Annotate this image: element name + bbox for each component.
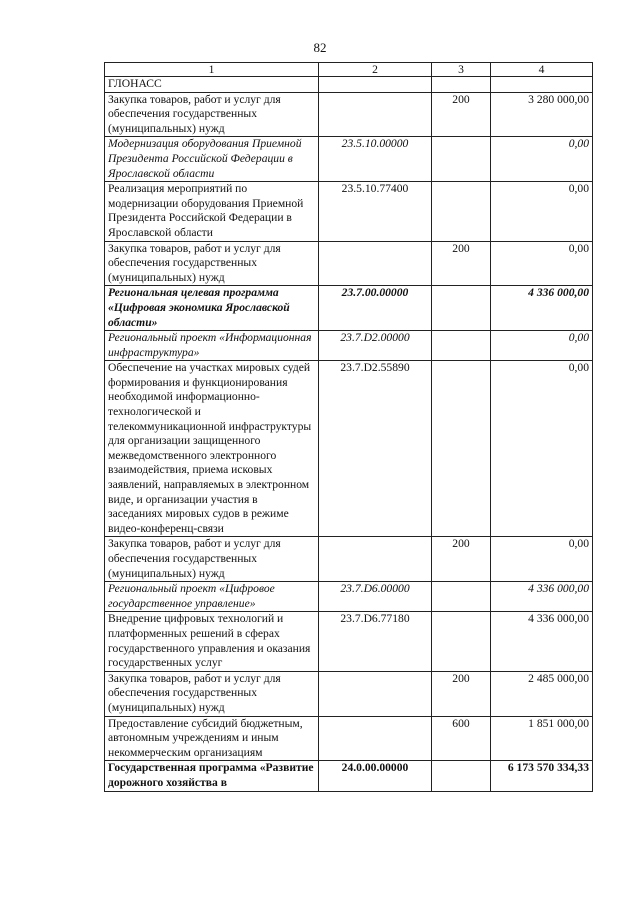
table-row — [105, 671, 593, 716]
row-code-cell: 23.7.D2.55890 — [319, 361, 432, 537]
row-amount-cell: 0,00 — [491, 182, 593, 241]
row-name-cell: Государственная программа «Развитие дорожного хозяйства в — [105, 761, 319, 791]
row-expense-type-cell — [432, 331, 491, 361]
row-code-cell — [319, 241, 432, 286]
row-name-cell: Закупка товаров, работ и услуг для обеспечения государственных (муниципальных) нужд — [105, 92, 319, 137]
row-name-cell: Предоставление субсидий бюджетным, автономным учреждениям и иным некоммерческим организациям — [105, 716, 319, 761]
row-amount-cell: 0,00 — [491, 331, 593, 361]
column-header-3: 3 — [432, 63, 491, 77]
row-amount-cell — [491, 77, 593, 93]
budget-table — [104, 62, 593, 792]
row-name-cell: Закупка товаров, работ и услуг для обеспечения государственных (муниципальных) нужд — [105, 671, 319, 716]
row-expense-type-cell: 200 — [432, 92, 491, 137]
row-code-cell — [319, 716, 432, 761]
row-code-cell: 23.5.10.00000 — [319, 137, 432, 182]
row-code-cell — [319, 92, 432, 137]
row-amount-cell: 2 485 000,00 — [491, 671, 593, 716]
row-amount-cell: 0,00 — [491, 361, 593, 537]
column-header-1: 1 — [105, 63, 319, 77]
table-header-row — [105, 63, 593, 77]
table-row — [105, 92, 593, 137]
row-code-cell: 23.5.10.77400 — [319, 182, 432, 241]
table-row — [105, 331, 593, 361]
row-name-cell: Региональный проект «Информационная инфраструктура» — [105, 331, 319, 361]
table-row — [105, 716, 593, 761]
row-amount-cell: 0,00 — [491, 137, 593, 182]
row-expense-type-cell — [432, 137, 491, 182]
row-amount-cell: 0,00 — [491, 537, 593, 582]
row-name-cell: Региональная целевая программа «Цифровая экономика Ярославской области» — [105, 286, 319, 331]
row-expense-type-cell: 200 — [432, 537, 491, 582]
table-row — [105, 361, 593, 537]
row-code-cell — [319, 77, 432, 93]
row-amount-cell: 4 336 000,00 — [491, 582, 593, 612]
row-expense-type-cell: 600 — [432, 716, 491, 761]
row-amount-cell: 3 280 000,00 — [491, 92, 593, 137]
page-number: 82 — [313, 40, 327, 55]
row-name-cell: Обеспечение на участках мировых судей формирования и функционирования необходимой информационно-технологической и телекоммуникационной инфраструктуры для организации защищенного межведомственного электронного взаимодействия, приема исковых заявлений, направляемых в электронном виде, и организации участия в заседаниях мировых судов в режиме видео-конференц-связи — [105, 361, 319, 537]
row-name-cell: Региональный проект «Цифровое государственное управление» — [105, 582, 319, 612]
row-name-cell: ГЛОНАСС — [105, 77, 319, 93]
table-row — [105, 77, 593, 93]
column-header-2: 2 — [319, 63, 432, 77]
table-row — [105, 582, 593, 612]
table-row — [105, 286, 593, 331]
table-row — [105, 182, 593, 241]
row-expense-type-cell — [432, 182, 491, 241]
row-expense-type-cell — [432, 612, 491, 671]
row-expense-type-cell — [432, 582, 491, 612]
row-expense-type-cell — [432, 77, 491, 93]
row-name-cell: Реализация мероприятий по модернизации оборудования Приемной Президента Российской Федерации в Ярославской области — [105, 182, 319, 241]
row-code-cell: 23.7.00.00000 — [319, 286, 432, 331]
row-name-cell: Внедрение цифровых технологий и платформенных решений в сферах государственного управления и оказания государственных услуг — [105, 612, 319, 671]
table-row — [105, 537, 593, 582]
row-code-cell: 24.0.00.00000 — [319, 761, 432, 791]
row-code-cell: 23.7.D6.00000 — [319, 582, 432, 612]
row-expense-type-cell — [432, 761, 491, 791]
row-name-cell: Модернизация оборудования Приемной Президента Российской Федерации в Ярославской области — [105, 137, 319, 182]
row-amount-cell: 4 336 000,00 — [491, 612, 593, 671]
row-amount-cell: 0,00 — [491, 241, 593, 286]
row-expense-type-cell — [432, 361, 491, 537]
row-name-cell: Закупка товаров, работ и услуг для обеспечения государственных (муниципальных) нужд — [105, 537, 319, 582]
table-row — [105, 137, 593, 182]
row-expense-type-cell: 200 — [432, 671, 491, 716]
row-code-cell — [319, 671, 432, 716]
row-amount-cell: 6 173 570 334,33 — [491, 761, 593, 791]
table-row — [105, 761, 593, 791]
row-name-cell: Закупка товаров, работ и услуг для обеспечения государственных (муниципальных) нужд — [105, 241, 319, 286]
column-header-4: 4 — [491, 63, 593, 77]
row-expense-type-cell: 200 — [432, 241, 491, 286]
row-code-cell: 23.7.D2.00000 — [319, 331, 432, 361]
row-amount-cell: 1 851 000,00 — [491, 716, 593, 761]
row-amount-cell: 4 336 000,00 — [491, 286, 593, 331]
table-row — [105, 612, 593, 671]
row-code-cell — [319, 537, 432, 582]
row-expense-type-cell — [432, 286, 491, 331]
table-row — [105, 241, 593, 286]
row-code-cell: 23.7.D6.77180 — [319, 612, 432, 671]
